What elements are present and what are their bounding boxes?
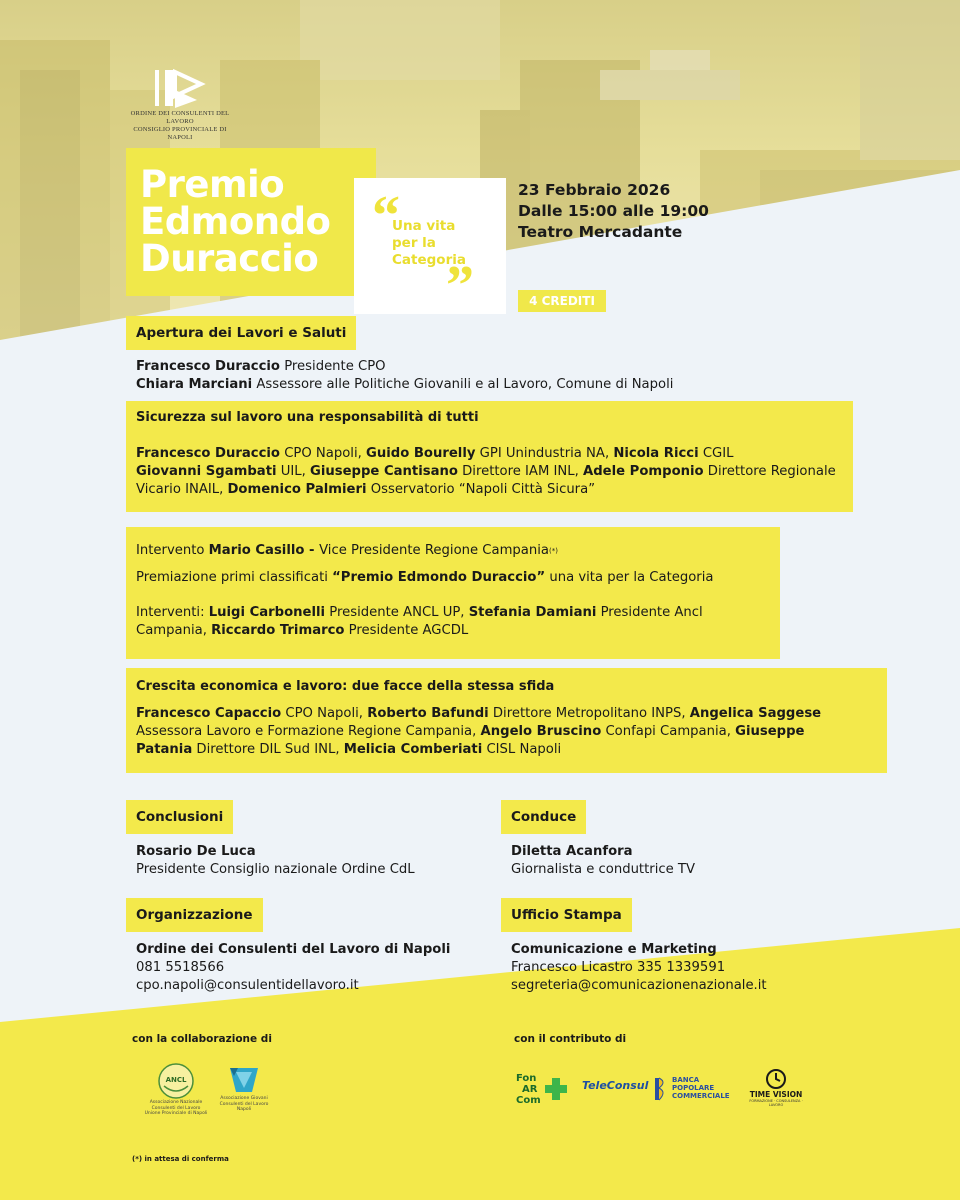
speaker-role: Presidente Consiglio nazionale Ordine CdL (136, 862, 415, 877)
motto-line-2: per la (392, 235, 436, 251)
speaker-role: Presidente AGCDL (344, 623, 469, 638)
speaker-name: Angelo Bruscino (480, 724, 602, 739)
speaker-role: Osservatorio “Napoli Città Sicura” (366, 482, 596, 497)
speaker-name: Nicola Ricci (613, 446, 699, 461)
logo-line-2: CONSIGLIO PROVINCIALE DI NAPOLI (133, 126, 227, 141)
bpc-line-2: POPOLARE (672, 1084, 715, 1092)
fonarcom-mark-icon (514, 1070, 570, 1106)
event-date: 23 Febbraio 2026 (518, 181, 671, 199)
speaker-role: Campania, (136, 623, 212, 638)
speaker-role: Direttore IAM INL, (457, 464, 584, 479)
speaker-name: Francesco Capaccio (136, 706, 282, 721)
speaker-role: Assessore alle Politiche Giovanili e al Lavoro, Comune di Napoli (252, 377, 674, 392)
speaker-role: Direttore Metropolitano INPS, (488, 706, 690, 721)
label: Premiazione primi classificati (136, 570, 333, 585)
speaker-role: CISL Napoli (482, 742, 562, 757)
timevision-logo (746, 1068, 806, 1107)
conclusions-heading: Conclusioni (126, 800, 233, 834)
speaker-name: Riccardo Trimarco (211, 623, 345, 638)
timevision-name: TIME VISION (749, 1090, 803, 1099)
speaker-role: Direttore DIL Sud INL, (192, 742, 344, 757)
press-name: Comunicazione e Marketing (511, 942, 717, 957)
opening-speakers (136, 358, 673, 394)
speaker-name: Francesco Duraccio (136, 359, 280, 374)
organization-email: cpo.napoli@consulentidellavoro.it (136, 978, 359, 993)
event-info (518, 180, 709, 243)
speaker-name: Guido Bourelly (366, 446, 476, 461)
logo-line-1: ORDINE DEI CONSULENTI DEL LAVORO (130, 110, 230, 125)
ancl-caption-1: Associazione Nazionale Consulenti del Lavoro (149, 1100, 203, 1111)
fonarcom-text-2: AR (522, 1084, 538, 1095)
speaker-role: CGIL (698, 446, 734, 461)
speaker-name: Angelica Saggese (689, 706, 822, 721)
host-speaker (511, 843, 695, 879)
speaker-role: Vice Presidente Regione Campania (319, 543, 549, 558)
contribution-label: con il contributo di (514, 1033, 627, 1045)
safety-heading: Sicurezza sul lavoro una responsabilità di tutti (136, 410, 479, 425)
collaboration-label: con la collaborazione di (132, 1033, 272, 1045)
speaker-role: Presidente CPO (280, 359, 386, 374)
growth-speakers (136, 705, 881, 759)
motto-line-3: Categoria (392, 252, 466, 268)
ancl-name: ANCL (165, 1076, 187, 1084)
close-quote-icon: ” (446, 255, 474, 317)
timevision-clock-icon (765, 1068, 787, 1090)
speaker-role: CPO Napoli, (281, 706, 368, 721)
awards-speakers (136, 604, 776, 640)
awards-intervention (136, 542, 776, 560)
press-phone: Francesco Licastro 335 1339591 (511, 960, 726, 975)
motto-line-1: Una vita (392, 218, 456, 234)
event-time: Dalle 15:00 alle 19:00 (518, 202, 709, 220)
ancl-caption-2: Unione Provinciale di Napoli (144, 1111, 208, 1116)
speaker-name: Mario Casillo - (208, 543, 320, 558)
awards-prize-line (136, 569, 776, 587)
organization-contact (136, 941, 450, 995)
speaker-role: CPO Napoli, (280, 446, 367, 461)
speaker-name: Chiara Marciani (136, 377, 253, 392)
agcdl-caption-3: Napoli (236, 1107, 252, 1112)
safety-speakers (136, 445, 851, 499)
growth-heading: Crescita economica e lavoro: due facce della stessa sfida (136, 679, 555, 694)
opening-heading: Apertura dei Lavori e Saluti (126, 316, 356, 350)
speaker-name: Diletta Acanfora (511, 844, 633, 859)
title-line-3: Duraccio (140, 237, 319, 280)
fonarcom-text-1: Fon (516, 1073, 537, 1084)
fonarcom-text-3: Com (516, 1095, 541, 1106)
order-emblem-icon (153, 66, 207, 110)
credits-badge: 4 CREDITI (518, 290, 606, 312)
agcdl-logo (214, 1064, 274, 1113)
speaker-name: Stefania Damiani (468, 605, 597, 620)
speaker-name: Patania (136, 742, 193, 757)
speaker-role: UIL, (276, 464, 310, 479)
speaker-name: Giuseppe (735, 724, 805, 739)
agcdl-caption-2: Consulenti del Lavoro (219, 1101, 269, 1107)
title-line-1: Premio (140, 163, 285, 206)
speaker-name: Domenico Palmieri (227, 482, 367, 497)
press-email: segreteria@comunicazionenazionale.it (511, 978, 767, 993)
bpc-line-3: COMMERCIALE (672, 1092, 730, 1100)
speaker-name: Rosario De Luca (136, 844, 256, 859)
footnote-marker: (*) (549, 547, 558, 555)
speaker-name: Giuseppe Cantisano (310, 464, 458, 479)
speaker-role: Presidente Ancl (596, 605, 703, 620)
fonarcom-logo (514, 1070, 570, 1106)
organization-phone: 081 5518566 (136, 960, 225, 975)
timevision-tagline: FORMAZIONE · CONSULENZA · LAVORO (749, 1099, 803, 1107)
label: Intervento (136, 543, 209, 558)
speaker-role: Presidente ANCL UP, (325, 605, 469, 620)
speaker-role: Direttore Regionale (703, 464, 836, 479)
event-venue: Teatro Mercadante (518, 223, 683, 241)
open-quote-icon: “ (372, 185, 400, 247)
speaker-role: Giornalista e conduttrice TV (511, 862, 695, 877)
title-line-2: Edmondo (140, 200, 331, 243)
speaker-role: GPI Unindustria NA, (475, 446, 614, 461)
label: Interventi: (136, 605, 209, 620)
agcdl-caption-1: Associazione Giovani (220, 1096, 268, 1101)
speaker-name: Roberto Bafundi (367, 706, 489, 721)
speaker-role: Assessora Lavoro e Formazione Regione Campania, (136, 724, 481, 739)
bpc-emblem-icon (654, 1076, 668, 1102)
teleconsul-name: TeleConsul (582, 1079, 649, 1092)
ancl-logo (140, 1062, 212, 1117)
bpc-logo (654, 1076, 738, 1106)
order-logo (120, 66, 240, 142)
speaker-name: Francesco Duraccio (136, 446, 280, 461)
speaker-role: Vicario INAIL, (136, 482, 228, 497)
press-contact (511, 941, 767, 995)
ancl-emblem-icon (156, 1062, 196, 1100)
agcdl-emblem-icon (226, 1064, 262, 1096)
bpc-line-1: BANCA (672, 1076, 700, 1084)
speaker-role: Confapi Campania, (601, 724, 736, 739)
speaker-name: Melicia Comberiati (343, 742, 483, 757)
press-heading: Ufficio Stampa (501, 898, 632, 932)
teleconsul-logo (582, 1079, 649, 1092)
organization-name: Ordine dei Consulenti del Lavoro di Napoli (136, 942, 451, 957)
label: una vita per la Categoria (545, 570, 714, 585)
footnote: (*) in attesa di conferma (132, 1155, 229, 1163)
event-title-box (126, 148, 376, 296)
host-heading: Conduce (501, 800, 586, 834)
awards-section (126, 527, 780, 659)
conclusions-speaker (136, 843, 415, 879)
growth-section (126, 668, 887, 773)
prize-name: “Premio Edmondo Duraccio” (332, 570, 546, 585)
speaker-name: Luigi Carbonelli (208, 605, 326, 620)
safety-section (126, 401, 853, 512)
speaker-name: Adele Pomponio (583, 464, 704, 479)
organization-heading: Organizzazione (126, 898, 263, 932)
motto-quote-box (354, 178, 506, 317)
speaker-name: Giovanni Sgambati (136, 464, 277, 479)
